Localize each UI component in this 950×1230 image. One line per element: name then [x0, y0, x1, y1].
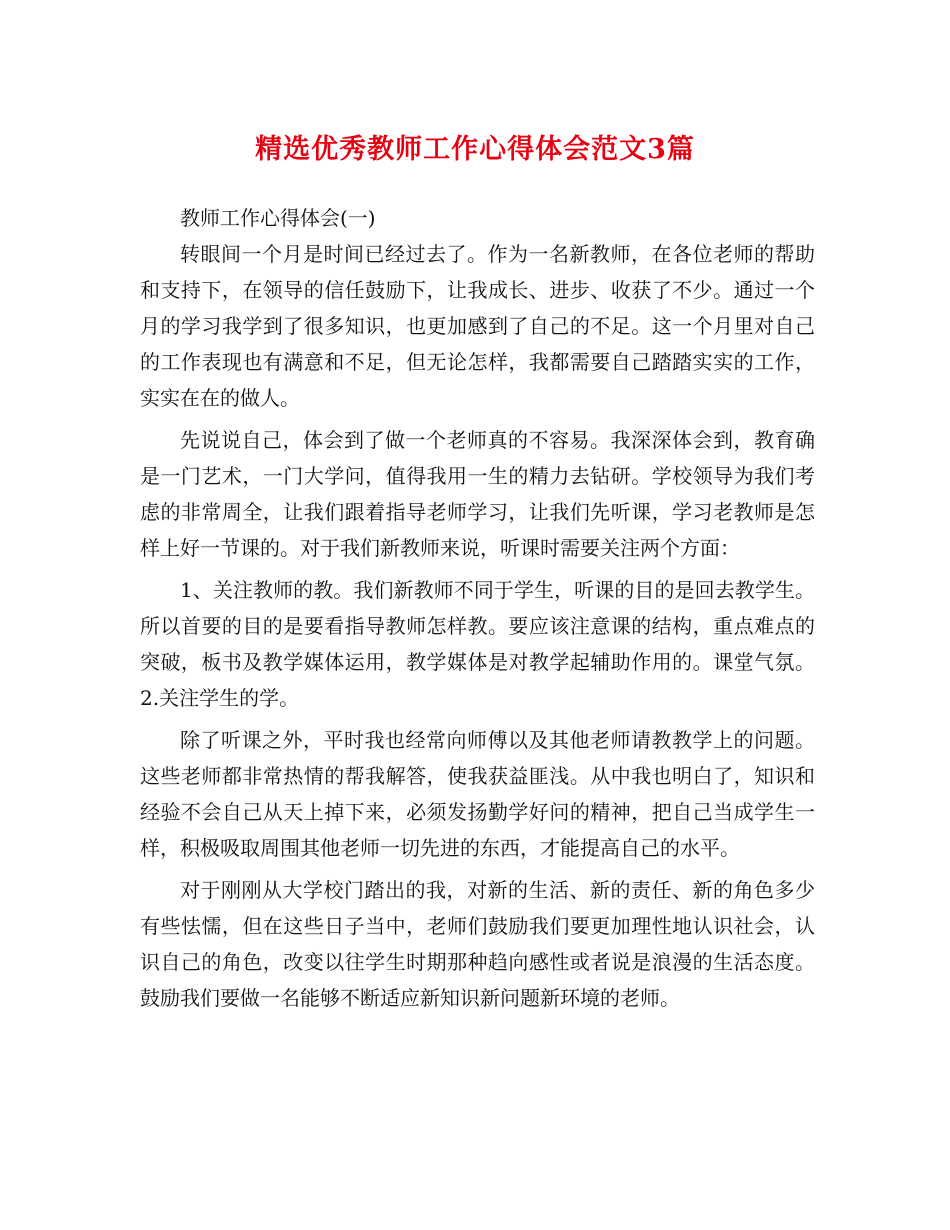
paragraph: 1、关注教师的教。我们新教师不同于学生，听课的目的是回去教学生。所以首要的目的是要看指导教师怎样教。要应该注意课的结构，重点难点的突破，板书及教学媒体运用，教学媒体是对教学起辅助作用的。课堂气氛。2.关注学生的学。 — [140, 578, 815, 710]
document-body — [140, 200, 815, 1022]
paragraph: 先说说自己，体会到了做一个老师真的不容易。我深深体会到，教育确是一门艺术，一门大学问，值得我用一生的精力去钻研。学校领导为我们考虑的非常周全，让我们跟着指导老师学习，让我们先听课，学习老教师是怎样上好一节课的。对于我们新教师来说，听课时需要关注两个方面： — [140, 428, 815, 560]
section-heading: 教师工作心得体会(一) — [180, 206, 376, 230]
paragraph: 除了听课之外，平时我也经常向师傅以及其他老师请教教学上的问题。这些老师都非常热情的帮我解答，使我获益匪浅。从中我也明白了，知识和经验不会自己从天上掉下来，必须发扬勤学好问的精神，把自己当成学生一样，积极吸取周围其他老师一切先进的东西，才能提高自己的水平。 — [140, 728, 815, 860]
document-title: 精选优秀教师工作心得体会范文3篇 — [255, 134, 695, 165]
paragraph: 转眼间一个月是时间已经过去了。作为一名新教师，在各位老师的帮助和支持下，在领导的信任鼓励下，让我成长、进步、收获了不少。通过一个月的学习我学到了很多知识，也更加感到了自己的不足。这一个月里对自己的工作表现也有满意和不足，但无论怎样，我都需要自己踏踏实实的工作，实实在在的做人。 — [140, 242, 815, 410]
paragraph: 对于刚刚从大学校门踏出的我，对新的生活、新的责任、新的角色多少有些怯懦，但在这些日子当中，老师们鼓励我们要更加理性地认识社会，认识自己的角色，改变以往学生时期那种趋向感性或者说是浪漫的生活态度。鼓励我们要做一名能够不断适应新知识新问题新环境的老师。 — [140, 878, 815, 1010]
